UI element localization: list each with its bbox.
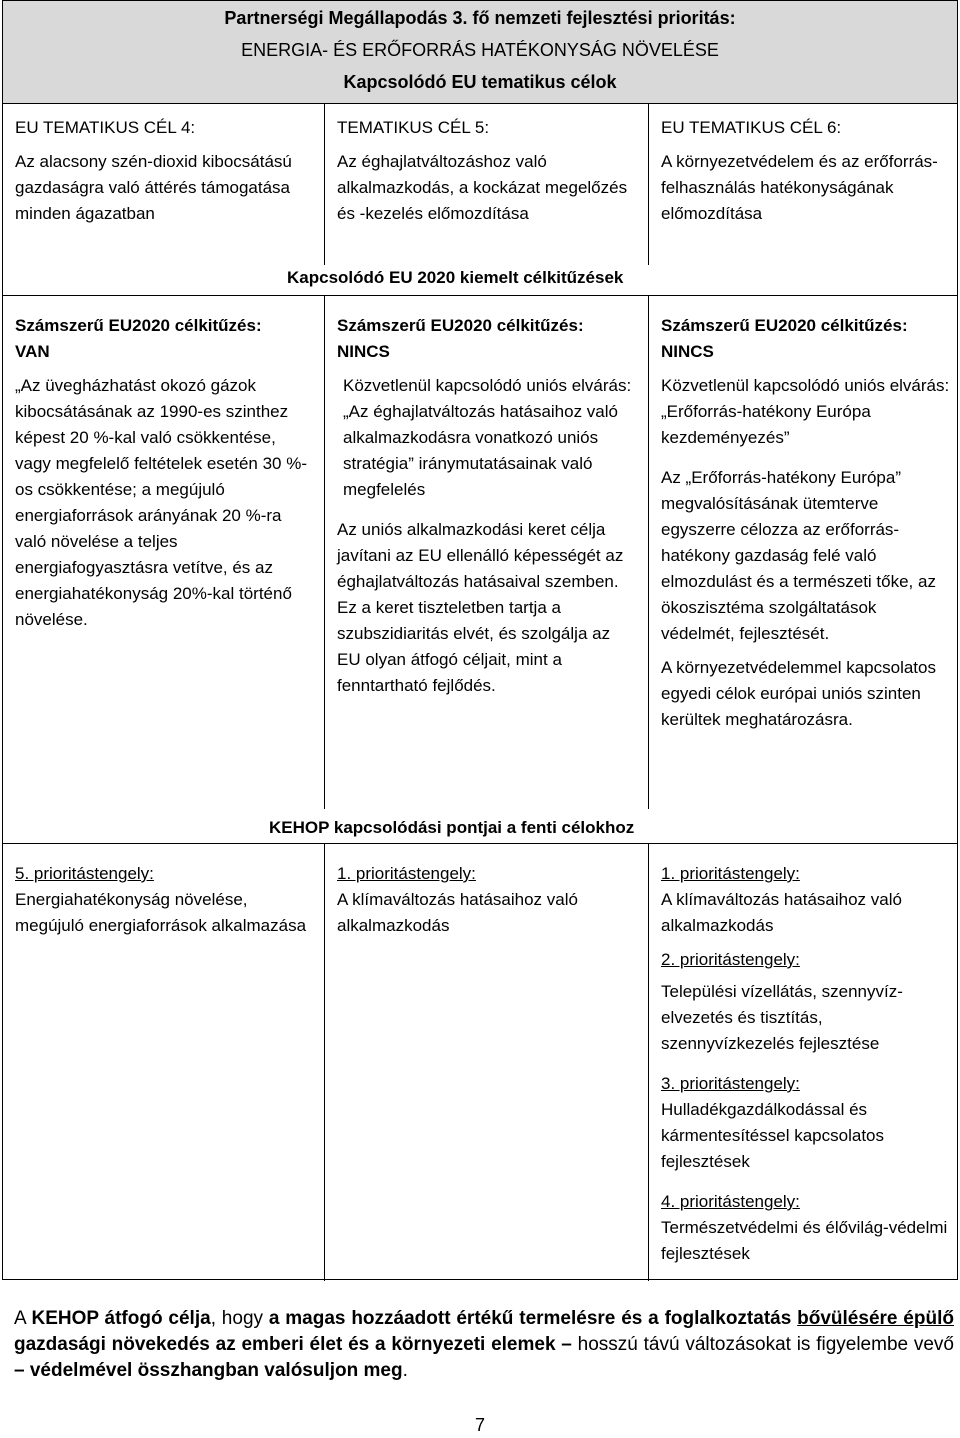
section-kehop-title: KEHOP kapcsolódási pontjai a fenti célokhoz	[269, 818, 635, 837]
summary-dash: –	[14, 1360, 30, 1381]
axis-col-2	[337, 861, 637, 939]
header-line-2: ENERGIA- ÉS ERŐFORRÁS HATÉKONYSÁG NÖVELÉSE	[241, 40, 719, 60]
axis-col-3	[661, 861, 953, 1267]
theme-title-3: EU TEMATIKUS CÉL 6:	[661, 118, 842, 137]
theme-text-3: A környezetvédelem és az erőforrás-felhasználás hatékonyságának előmozdítása	[661, 152, 938, 223]
summary-bold-underline: bővülésére épülő	[797, 1308, 954, 1329]
axis-label-3-1: 1. prioritástengely:	[661, 864, 800, 883]
target-text-3b: Az „Erőforrás-hatékony Európa” megvalósításának ütemterve egyszerre célozza az erőforrás-hatékony gazdaság felé való elmozdulást és a természeti tőke, az ökoszisztéma szolgáltatások védelmét, fejlesztését.	[661, 468, 936, 643]
target-value-1: VAN	[15, 342, 50, 361]
section-eu2020-title: Kapcsolódó EU 2020 kiemelt célkitűzések	[287, 268, 624, 287]
theme-text-1: Az alacsony szén-dioxid kibocsátású gazdaságra való áttérés támogatása minden ágazatban	[15, 152, 292, 223]
header-line-3: Kapcsolódó EU tematikus célok	[343, 72, 617, 92]
header-line-1: Partnerségi Megállapodás 3. fő nemzeti fejlesztési prioritás:	[224, 8, 736, 28]
axis-label-2-1: 1. prioritástengely:	[337, 864, 476, 883]
target-col-1	[15, 313, 315, 633]
summary-text: hosszú távú változásokat is figyelembe vevő	[577, 1334, 954, 1355]
summary-text: .	[402, 1360, 408, 1381]
divider-a-mid	[324, 295, 325, 809]
target-title-3: Számszerű EU2020 célkitűzés:	[661, 316, 908, 335]
page-number: 7	[474, 1415, 485, 1435]
rule-eu2020	[3, 295, 957, 296]
axis-label-3-3: 3. prioritástengely:	[661, 1074, 800, 1093]
target-value-2: NINCS	[337, 342, 390, 361]
axis-col-1	[15, 861, 315, 939]
summary-text: A	[14, 1308, 32, 1329]
axis-text-1-1: Energiahatékonyság növelése, megújuló energiaforrások alkalmazása	[15, 890, 307, 935]
table-frame	[2, 0, 958, 1280]
axis-label-3-2: 2. prioritástengely:	[661, 950, 800, 969]
divider-a-bottom	[324, 843, 325, 1281]
theme-text-2: Az éghajlatváltozáshoz való alkalmazkodás, a kockázat megelőzés és -kezelés előmozdítása	[337, 152, 628, 223]
target-col-3	[661, 313, 953, 733]
target-title-1: Számszerű EU2020 célkitűzés:	[15, 316, 262, 335]
axis-text-3-2: Települési vízellátás, szennyvíz-elvezetés és tisztítás, szennyvízkezelés fejlesztése	[661, 982, 903, 1053]
axis-text-3-3: Hulladékgazdálkodással és kármentesítéssel kapcsolatos fejlesztések	[661, 1100, 884, 1171]
divider-b-top	[648, 103, 649, 265]
axis-text-3-4: Természetvédelmi és élővilág-védelmi fejlesztések	[661, 1218, 948, 1263]
summary-bold: a magas hozzáadott értékű termelésre és a foglalkoztatás	[268, 1308, 798, 1329]
axis-label-3-4: 4. prioritástengely:	[661, 1192, 800, 1211]
divider-b-mid	[648, 295, 649, 809]
target-text-3a: Közvetlenül kapcsolódó uniós elvárás: „Erőforrás-hatékony Európa kezdeményezés”	[661, 376, 950, 447]
target-text-1: „Az üvegházhatást okozó gázok kibocsátásának az 1990-es szinthez képest 20 %-kal való csökkentése, vagy megfelelő feltételek esetén 30 %-os csökkentése; a megújuló energiaforrások arányának 20 %-ra való növelése a teljes energiafogyasztásra vetítve, és az energiahatékonyság 20%-kal történő növelése.	[15, 376, 308, 629]
axis-text-3-1: A klímaváltozás hatásaihoz való alkalmazkodás	[661, 890, 902, 935]
rule-kehop	[3, 843, 957, 844]
summary-text: , hogy	[210, 1308, 269, 1329]
theme-col-3	[661, 115, 953, 227]
target-col-2	[337, 313, 637, 699]
summary-paragraph	[14, 1306, 954, 1384]
summary-bold: védelmével összhangban valósuljon meg	[29, 1360, 403, 1381]
axis-text-2-1: A klímaváltozás hatásaihoz való alkalmazkodás	[337, 890, 578, 935]
target-text-2a: Közvetlenül kapcsolódó uniós elvárás: „Az éghajlatváltozás hatásaihoz való alkalmazkodásra vonatkozó uniós stratégia” iránymutatásainak való megfelelés	[343, 376, 632, 499]
theme-col-1	[15, 115, 315, 227]
target-text-2b: Az uniós alkalmazkodási keret célja javítani az EU ellenálló képességét az éghajlatváltozás hatásaival szemben. Ez a keret tiszteletben tartja a szubszidiaritás elvét, és szolgálja az EU olyan átfogó céljait, mint a fenntartható fejlődés.	[337, 520, 624, 695]
target-text-3c: A környezetvédelemmel kapcsolatos egyedi célok európai uniós szinten kerültek meghatározásra.	[661, 658, 936, 729]
summary-bold: KEHOP átfogó célja	[31, 1308, 211, 1329]
target-value-3: NINCS	[661, 342, 714, 361]
theme-col-2	[337, 115, 637, 227]
theme-title-1: EU TEMATIKUS CÉL 4:	[15, 118, 196, 137]
table-header	[3, 1, 957, 104]
divider-a-top	[324, 103, 325, 265]
summary-dash: –	[555, 1334, 578, 1355]
summary-bold: gazdasági növekedés az emberi élet és a környezeti elemek	[14, 1334, 556, 1355]
target-title-2: Számszerű EU2020 célkitűzés:	[337, 316, 584, 335]
axis-label-1-1: 5. prioritástengely:	[15, 864, 154, 883]
divider-b-bottom	[648, 843, 649, 1281]
theme-title-2: TEMATIKUS CÉL 5:	[337, 118, 490, 137]
